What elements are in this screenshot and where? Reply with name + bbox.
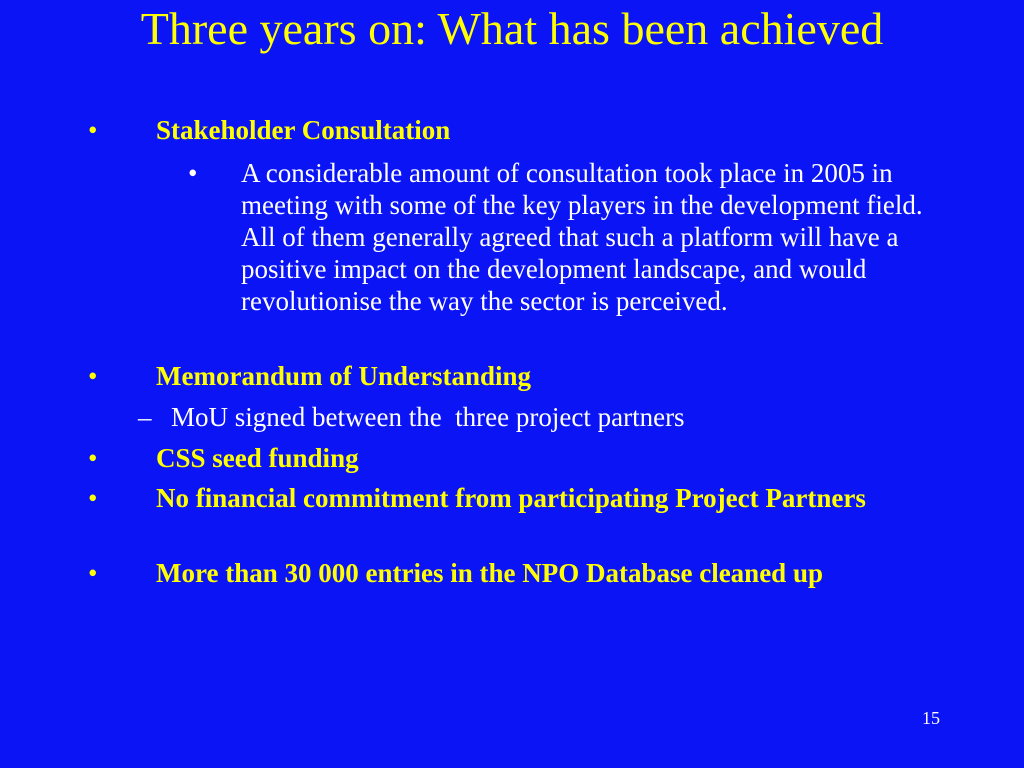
bullet-item-css-funding bbox=[88, 442, 948, 474]
bullet-text: Stakeholder Consultation bbox=[156, 115, 451, 145]
bullet-text: Memorandum of Understanding bbox=[156, 361, 532, 391]
bullet-marker: • bbox=[88, 558, 98, 588]
bullet-text: No financial commitment from participating Project Partners bbox=[156, 483, 866, 513]
slide-title: Three years on: What has been achieved bbox=[140, 3, 884, 54]
bullet-item-stakeholder bbox=[88, 114, 948, 146]
bullet-marker: • bbox=[88, 443, 98, 473]
bullet-marker: • bbox=[88, 361, 98, 391]
sub-bullet-text: MoU signed between the three project partners bbox=[171, 402, 685, 432]
bullet-text: More than 30 000 entries in the NPO Database cleaned up bbox=[156, 558, 823, 588]
bullet-marker: • bbox=[188, 158, 198, 188]
sub-bullet-text: A considerable amount of consultation took place in 2005 in meeting with some of the key players in the development field. All of them generally agreed that such a platform will have a positive impact on the development landscape, and would revolutionise the way the sector is perceived. bbox=[241, 158, 923, 316]
bullet-text: CSS seed funding bbox=[156, 443, 359, 473]
dash-marker: – bbox=[138, 402, 152, 432]
page-number: 15 bbox=[922, 708, 940, 728]
bullet-item-financial-commitment bbox=[88, 482, 948, 546]
bullet-item-npo-database bbox=[88, 557, 948, 621]
bullet-marker: • bbox=[88, 115, 98, 145]
sub-bullet-item-consultation bbox=[186, 157, 946, 349]
sub-bullet-item-mou-signed bbox=[138, 401, 938, 433]
bullet-item-mou bbox=[88, 360, 948, 392]
bullet-marker: • bbox=[88, 483, 98, 513]
